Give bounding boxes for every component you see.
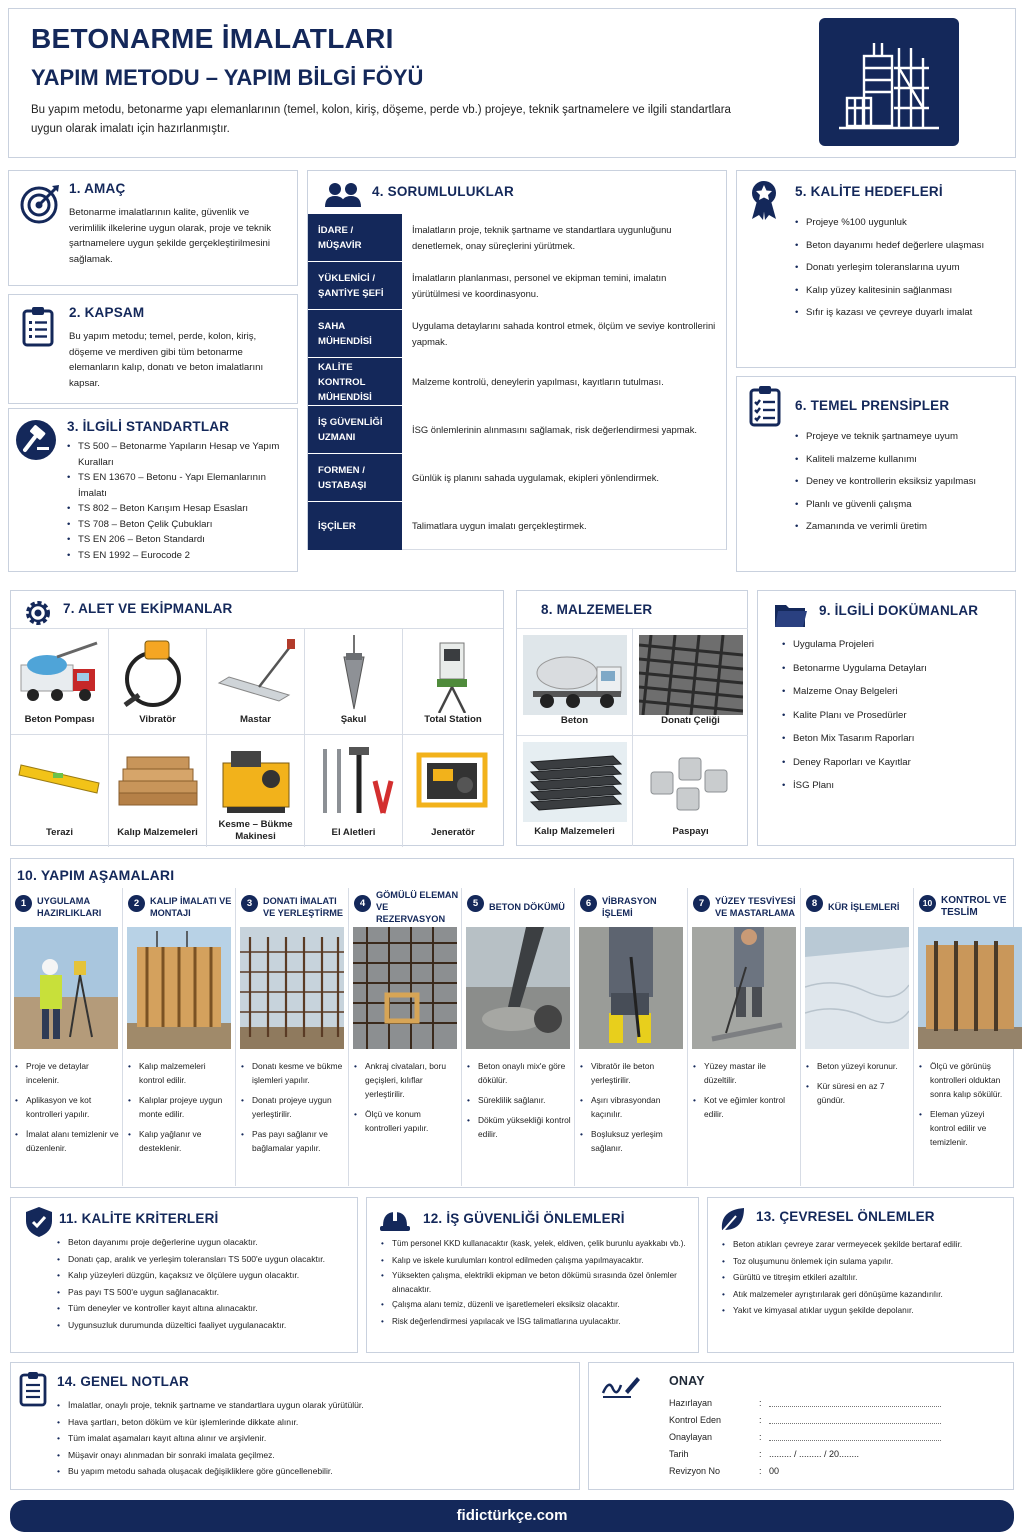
equipment-label: Şakul xyxy=(340,714,367,725)
stage-item: • Aplikasyon ve kot kontrolleri yapılır. xyxy=(15,1093,119,1121)
list-item: • Malzeme Onay Belgeleri xyxy=(782,684,1010,700)
standartlar-title: 3. İLGİLİ STANDARTLAR xyxy=(67,419,230,434)
stage-column xyxy=(914,888,1014,1186)
list-item: • Planlı ve güvenli çalışma xyxy=(795,497,1010,513)
onay-label: Tarih xyxy=(669,1449,689,1459)
table-row xyxy=(308,213,726,261)
stage-title: DONATI İMALATI VE YERLEŞTİRME xyxy=(263,896,343,918)
stage-title: YÜZEY TESVİYESİ VE MASTARLAMA xyxy=(715,896,796,918)
leaf-icon xyxy=(718,1206,746,1234)
material-label: Donatı Çeliği xyxy=(661,715,720,726)
equipment-grid xyxy=(11,628,503,846)
standart-item: • TS EN 206 – Beton Standardı xyxy=(67,532,292,548)
role-cell: İDARE / MÜŞAVİR xyxy=(308,214,402,262)
list-item: • Projeye ve teknik şartnameye uyum xyxy=(795,429,1010,445)
equipment-item xyxy=(305,735,403,847)
stage-list xyxy=(241,1059,345,1161)
stage-list xyxy=(806,1059,910,1113)
ekipmanlar-title: 7. ALET VE EKİPMANLAR xyxy=(63,601,233,616)
stage-item: • Aşırı vibrasyondan kaçınılır. xyxy=(580,1093,684,1121)
concrete-pouring-photo-icon xyxy=(466,927,570,1049)
signature-pen-icon xyxy=(601,1373,641,1399)
stage-item: • Beton onaylı mix'e göre dökülür. xyxy=(467,1059,571,1087)
stage-item: • Vibratör ile beton yerleştirilir. xyxy=(580,1059,684,1087)
cutting-bending-machine-icon xyxy=(213,741,299,819)
dokumanlar-title: 9. İLGİLİ DOKÜMANLAR xyxy=(819,603,979,618)
signature-line[interactable] xyxy=(769,1406,941,1407)
stage-title: KÜR İŞLEMLERİ xyxy=(828,902,900,912)
table-row xyxy=(308,309,726,357)
stage-column xyxy=(462,888,575,1186)
list-item: • Atık malzemeler ayrıştırılarak geri dönüşüme kazandırılır. xyxy=(722,1286,1010,1303)
role-cell: SAHA MÜHENDİSİ xyxy=(308,310,402,358)
equipment-label: Jeneratör xyxy=(431,827,475,838)
equipment-item xyxy=(403,735,503,847)
list-item: • Kaliteli malzeme kullanımı xyxy=(795,452,1010,468)
hard-hat-icon xyxy=(379,1208,411,1234)
role-desc: İmalatların planlanması, personel ve ekipman temini, imalatın yürütülmesi ve koordinasyonu. xyxy=(402,262,726,310)
stage-column xyxy=(688,888,801,1186)
role-desc: Talimatlara uygun imalatı gerçekleştirmek. xyxy=(402,502,726,550)
concrete-mixer-truck-icon xyxy=(523,635,627,715)
stage-list xyxy=(128,1059,232,1161)
equipment-label: Terazi xyxy=(45,827,73,838)
role-desc: Malzeme kontrolü, deneylerin yapılması, kayıtların tutulması. xyxy=(402,358,726,406)
onay-label: Hazırlayan xyxy=(669,1398,713,1408)
stage-title: KONTROL VE TESLİM xyxy=(941,895,1007,918)
stage-item: • Eleman yüzeyi kontrol edilir ve temizlenir. xyxy=(919,1107,1011,1149)
target-icon xyxy=(19,183,61,225)
stage-column xyxy=(123,888,236,1186)
table-row xyxy=(308,357,726,405)
stage-title: KALIP İMALATI VE MONTAJI xyxy=(150,896,232,918)
onay-row: Onaylayan : xyxy=(669,1429,941,1446)
stage-number: 6 xyxy=(580,895,597,912)
stage-number: 2 xyxy=(128,895,145,912)
list-item: • Çalışma alanı temiz, düzenli ve işaretlemeleri eksiksiz olacaktır. xyxy=(381,1297,693,1314)
list-item: • Zamanında ve verimli üretim xyxy=(795,519,1010,535)
stage-item: • Pas payı sağlanır ve bağlamalar yapılır. xyxy=(241,1127,345,1155)
stage-item: • Donatı kesme ve bükme işlemleri yapılır. xyxy=(241,1059,345,1087)
list-item: • Betonarme Uygulama Detayları xyxy=(782,661,1010,677)
temel-prensipler-list xyxy=(795,429,1010,542)
stage-item: • Boşluksuz yerleşim sağlanır. xyxy=(580,1127,684,1155)
header xyxy=(8,8,1016,158)
kalite-hedefleri-list xyxy=(795,215,1000,328)
equipment-item xyxy=(403,629,503,735)
stage-column xyxy=(575,888,688,1186)
standartlar-section xyxy=(8,408,298,572)
list-item: • İmalatlar, onaylı proje, teknik şartname ve standartlara uygun olarak yürütülür. xyxy=(57,1397,575,1414)
stage-item: • Süreklilik sağlanır. xyxy=(467,1093,571,1107)
equipment-label: Vibratör xyxy=(139,714,176,725)
award-ribbon-icon xyxy=(749,179,779,221)
notes-clipboard-icon xyxy=(19,1371,47,1407)
list-item: • Beton dayanımı proje değerlerine uygun olacaktır. xyxy=(57,1234,353,1251)
ekipmanlar-section xyxy=(10,590,504,846)
stage-column xyxy=(349,888,462,1186)
list-item: • Hava şartları, beton döküm ve kür işlemlerinde dikkate alınır. xyxy=(57,1414,575,1431)
onay-row: Hazırlayan : xyxy=(669,1395,941,1412)
equipment-item xyxy=(305,629,403,735)
material-item xyxy=(633,736,748,846)
screeding-photo-icon xyxy=(692,927,796,1049)
list-item: • Beton Mix Tasarım Raporları xyxy=(782,731,1010,747)
stage-item: • Kalıplar projeye uygun monte edilir. xyxy=(128,1093,232,1121)
role-desc: Günlük iş planını sahada uygulamak, ekipleri yönlendirmek. xyxy=(402,454,726,502)
equipment-item xyxy=(109,735,207,847)
role-cell: YÜKLENİCİ / ŞANTİYE ŞEFİ xyxy=(308,262,402,310)
checklist-icon xyxy=(749,385,781,427)
material-item xyxy=(633,628,748,736)
list-item: • Yakıt ve kimyasal atıklar uygun şekilde depolanır. xyxy=(722,1302,1010,1319)
is-guvenligi-title: 12. İŞ GÜVENLİĞİ ÖNLEMLERİ xyxy=(423,1211,625,1226)
list-item: • Tüm personel KKD kullanacaktır (kask, yelek, eldiven, çelik burunlu ayakkabı vb.). xyxy=(381,1236,693,1253)
equipment-label: Beton Pompası xyxy=(24,714,95,725)
list-item: • Donatı çap, aralık ve yerleşim toleransları TS 500'e uygun olacaktır. xyxy=(57,1251,353,1268)
stage-item: • Ölçü ve konum kontrolleri yapılır. xyxy=(354,1107,458,1135)
gear-icon xyxy=(23,598,53,628)
cevresel-title: 13. ÇEVRESEL ÖNLEMLER xyxy=(756,1209,935,1224)
hand-tools-icon xyxy=(311,741,397,819)
role-cell: İŞÇİLER xyxy=(308,502,402,550)
equipment-label: Total Station xyxy=(424,714,482,725)
footer-site-link[interactable]: fidictürkçe.com xyxy=(456,1507,568,1524)
stage-title: BETON DÖKÜMÜ xyxy=(489,902,565,912)
list-item: • Kalıp yüzeyleri düzgün, kaçaksız ve ölçülere uygun olacaktır. xyxy=(57,1267,353,1284)
equipment-item xyxy=(109,629,207,735)
equipment-label: Mastar xyxy=(240,714,271,725)
standart-item: • TS EN 13670 – Betonu - Yapı Elemanlarının İmalatı xyxy=(67,470,292,501)
shield-check-icon xyxy=(25,1206,53,1238)
role-desc: İmalatların proje, teknik şartname ve standartlara uygunluğunu denetlemek, onay süreçlerini yürütmek. xyxy=(402,214,726,262)
spirit-level-icon xyxy=(17,741,103,819)
sorumluluklar-title: 4. SORUMLULUKLAR xyxy=(372,184,514,199)
table-row xyxy=(308,405,726,453)
onay-section xyxy=(588,1362,1014,1490)
standart-item: • TS 708 – Beton Çelik Çubukları xyxy=(67,517,292,533)
genel-notlar-section xyxy=(10,1362,580,1490)
list-item: • Beton dayanımı hedef değerlere ulaşması xyxy=(795,238,1000,254)
list-item: • Gürültü ve titreşim etkileri azaltılır. xyxy=(722,1269,1010,1286)
equipment-label: El Aletleri xyxy=(331,827,376,838)
amac-title: 1. AMAÇ xyxy=(69,181,126,196)
stage-number: 4 xyxy=(354,895,371,912)
list-item: • Sıfır iş kazası ve çevreye duyarlı imalat xyxy=(795,305,1000,321)
kapsam-text: Bu yapım metodu; temel, perde, kolon, kiriş, döşeme ve merdiven gibi tüm betonarme elemanların kalıp, donatı ve beton imalatlarını kapsar. xyxy=(69,331,264,389)
stage-column xyxy=(236,888,349,1186)
stage-item: • Donatı projeye uygun yerleştirilir. xyxy=(241,1093,345,1121)
stage-item: • Ölçü ve görünüş kontrolleri olduktan sonra kalıp sökülür. xyxy=(919,1059,1011,1101)
kapsam-section xyxy=(8,294,298,404)
equipment-item xyxy=(11,629,109,735)
signature-line[interactable] xyxy=(769,1440,941,1441)
stage-item: • Kalıp yağlanır ve desteklenir. xyxy=(128,1127,232,1155)
page-subtitle: YAPIM METODU – YAPIM BİLGİ FÖYÜ xyxy=(31,65,424,90)
equipment-item xyxy=(207,735,305,847)
stage-list xyxy=(580,1059,684,1161)
asamalar-title: 10. YAPIM AŞAMALARI xyxy=(17,867,175,883)
plumb-bob-icon xyxy=(311,635,397,713)
footer-bar xyxy=(10,1500,1014,1532)
stage-list xyxy=(15,1059,119,1161)
stage-title: VİBRASYON İŞLEMİ xyxy=(602,896,657,918)
list-item: • Kalıp yüzey kalitesinin sağlanması xyxy=(795,283,1000,299)
kalite-kriterleri-list xyxy=(57,1234,353,1333)
onay-row: Revizyon No : 00 xyxy=(669,1463,941,1480)
onay-label: Onaylayan xyxy=(669,1432,713,1442)
onay-label: Revizyon No xyxy=(669,1466,721,1476)
list-item: • Deney Raporları ve Kayıtlar xyxy=(782,755,1010,771)
list-item: • Pas payı TS 500'e uygun sağlanacaktır. xyxy=(57,1284,353,1301)
material-label: Kalıp Malzemeleri xyxy=(534,826,615,837)
equipment-label: Kesme – Bükme Makinesi xyxy=(218,819,293,842)
list-item: • Tüm deneyler ve kontroller kayıt altına alınacaktır. xyxy=(57,1300,353,1317)
amac-section xyxy=(8,170,298,286)
role-cell: İŞ GÜVENLİĞİ UZMANI xyxy=(308,406,402,454)
role-cell: KALİTE KONTROL MÜHENDİSİ xyxy=(308,358,402,406)
signature-line[interactable] xyxy=(769,1423,941,1424)
date-field[interactable]: ......... / ......... / 20........ xyxy=(769,1449,860,1459)
spacer-blocks-icon xyxy=(639,742,743,822)
material-item xyxy=(517,736,633,846)
vibrator-icon xyxy=(115,635,201,713)
list-item: • Donatı yerleşim toleranslarına uyum xyxy=(795,260,1000,276)
genel-notlar-title: 14. GENEL NOTLAR xyxy=(57,1374,189,1389)
rebar-mesh-icon xyxy=(639,635,743,715)
equipment-item xyxy=(11,735,109,847)
dokumanlar-section xyxy=(757,590,1016,846)
equipment-item xyxy=(207,629,305,735)
stage-title: GÖMÜLÜ ELEMAN VE REZERVASYON xyxy=(376,890,459,924)
gavel-icon xyxy=(15,419,57,461)
list-item: • Kalite Planı ve Prosedürler xyxy=(782,708,1010,724)
kalite-hedefleri-title: 5. KALİTE HEDEFLERİ xyxy=(795,184,943,199)
finished-formwork-photo-icon xyxy=(918,927,1022,1049)
screed-bar-icon xyxy=(213,635,299,713)
malzemeler-title: 8. MALZEMELER xyxy=(541,602,653,617)
onay-row: Tarih : ......... / ......... / 20........ xyxy=(669,1446,941,1463)
list-item: • Uygunsuzluk durumunda düzeltici faaliyet uygulanacaktır. xyxy=(57,1317,353,1334)
list-item: • Deney ve kontrollerin eksiksiz yapılması xyxy=(795,474,1010,490)
table-row xyxy=(308,261,726,309)
generator-icon xyxy=(409,741,495,819)
stage-list xyxy=(919,1059,1011,1155)
temel-prensipler-title: 6. TEMEL PRENSİPLER xyxy=(795,398,950,413)
cevresel-section xyxy=(707,1197,1014,1353)
genel-notlar-list xyxy=(57,1397,575,1480)
stage-title: UYGULAMA HAZIRLIKLARI xyxy=(37,896,102,918)
surveyor-photo-icon xyxy=(14,927,118,1049)
dokumanlar-list xyxy=(782,637,1010,802)
responsibility-table xyxy=(308,213,726,549)
vibration-photo-icon xyxy=(579,927,683,1049)
stage-number: 8 xyxy=(806,895,823,912)
timber-stack-icon xyxy=(115,741,201,819)
standart-item: • TS 500 – Betonarme Yapıların Hesap ve Yapım Kuralları xyxy=(67,439,292,470)
total-station-icon xyxy=(409,635,495,713)
kalite-hedefleri-section xyxy=(736,170,1016,368)
list-item: • Uygulama Projeleri xyxy=(782,637,1010,653)
table-row xyxy=(308,453,726,501)
building-logo-icon xyxy=(819,18,959,146)
is-guvenligi-section xyxy=(366,1197,699,1353)
list-item: • Beton atıkları çevreye zarar vermeyecek şekilde bertaraf edilir. xyxy=(722,1236,1010,1253)
rebar-cage-photo-icon xyxy=(240,927,344,1049)
stage-number: 5 xyxy=(467,895,484,912)
stage-list xyxy=(693,1059,797,1127)
onay-table xyxy=(669,1395,941,1485)
stage-number: 1 xyxy=(15,895,32,912)
folder-icon xyxy=(774,601,808,629)
malzemeler-section xyxy=(516,590,748,846)
stage-item: • Kot ve eğimler kontrol edilir. xyxy=(693,1093,797,1121)
standart-item: • TS 802 – Beton Karışım Hesap Esasları xyxy=(67,501,292,517)
is-guvenligi-list xyxy=(381,1236,693,1330)
list-item: • Toz oluşumunu önlemek için sulama yapılır. xyxy=(722,1253,1010,1270)
material-label: Paspayı xyxy=(672,826,709,837)
stage-item: • Beton yüzeyi korunur. xyxy=(806,1059,910,1073)
onay-label: Kontrol Eden xyxy=(669,1415,722,1425)
stage-item: • Kalıp malzemeleri kontrol edilir. xyxy=(128,1059,232,1087)
cevresel-list xyxy=(722,1236,1010,1319)
people-icon xyxy=(324,181,362,209)
stage-item: • Döküm yüksekliği kontrol edilir. xyxy=(467,1113,571,1141)
stage-list xyxy=(467,1059,571,1147)
list-item: • Müşavir onayı alınmadan bir sonraki imalata geçilmez. xyxy=(57,1447,575,1464)
stage-number: 10 xyxy=(919,895,936,912)
table-row xyxy=(308,501,726,549)
page-title: BETONARME İMALATLARI xyxy=(31,23,394,54)
list-item: • Tüm imalat aşamaları kayıt altına alınır ve arşivlenir. xyxy=(57,1430,575,1447)
stage-item: • Kür süresi en az 7 gündür. xyxy=(806,1079,910,1107)
stage-list xyxy=(354,1059,458,1141)
curing-photo-icon xyxy=(805,927,909,1049)
embedded-items-photo-icon xyxy=(353,927,457,1049)
kalite-kriterleri-section xyxy=(10,1197,358,1353)
revision-field: 00 xyxy=(769,1466,780,1476)
stage-number: 3 xyxy=(241,895,258,912)
stage-item: • Proje ve detaylar incelenir. xyxy=(15,1059,119,1087)
stage-number: 7 xyxy=(693,895,710,912)
list-item: • Risk değerlendirmesi yapılacak ve İSG talimatlarına uyulacaktır. xyxy=(381,1314,693,1331)
equipment-label: Kalıp Malzemeleri xyxy=(117,827,198,838)
stage-column xyxy=(10,888,123,1186)
amac-text: Betonarme imalatlarının kalite, güvenlik ve verimlilik ilkelerine uygun olarak, proje ve teknik şartnamelere uygun şekilde gerçekleştirilmesini sağlamak. xyxy=(69,207,272,265)
sorumluluklar-section xyxy=(307,170,727,550)
stage-column xyxy=(801,888,914,1186)
standart-item: • TS EN 1992 – Eurocode 2 xyxy=(67,548,292,564)
role-desc: Uygulama detaylarını sahada kontrol etmek, ölçüm ve seviye kontrollerini yapmak. xyxy=(402,310,726,358)
list-item: • Projeye %100 uygunluk xyxy=(795,215,1000,231)
stage-item: • İmalat alanı temizlenir ve düzenlenir. xyxy=(15,1127,119,1155)
role-desc: İSG önlemlerinin alınmasını sağlamak, risk değerlendirmesi yapmak. xyxy=(402,406,726,454)
list-item: • Yüksekten çalışma, elektrikli ekipman ve beton dökümü sırasında özel önlemler alınacaktır. xyxy=(381,1269,693,1297)
onay-title: ONAY xyxy=(669,1374,705,1388)
list-item: • Bu yapım metodu sahada oluşacak değişikliklere göre güncellenebilir. xyxy=(57,1463,575,1480)
concrete-pump-truck-icon xyxy=(17,635,103,713)
formwork-photo-icon xyxy=(127,927,231,1049)
list-item: • İSG Planı xyxy=(782,778,1010,794)
intro-text: Bu yapım metodu, betonarme yapı elemanlarının (temel, kolon, kiriş, döşeme, perde vb.) projeye, teknik şartnamelere ve ilgili standartlara uygun olarak imalatı için hazırlanmıştır. xyxy=(31,104,731,135)
formwork-panels-icon xyxy=(523,742,627,822)
material-item xyxy=(517,628,633,736)
material-label: Beton xyxy=(560,715,589,726)
kapsam-title: 2. KAPSAM xyxy=(69,305,145,320)
clipboard-icon xyxy=(21,305,55,347)
temel-prensipler-section xyxy=(736,376,1016,572)
standartlar-list xyxy=(67,439,292,563)
onay-row: Kontrol Eden : xyxy=(669,1412,941,1429)
list-item: • Kalıp ve iskele kurulumları kontrol edilmeden çalışma yapılmayacaktır. xyxy=(381,1253,693,1270)
kalite-kriterleri-title: 11. KALİTE KRİTERLERİ xyxy=(59,1211,219,1226)
stage-item: • Ankraj civataları, boru geçişleri, kılıflar yerleştirilir. xyxy=(354,1059,458,1101)
stage-item: • Yüzey mastar ile düzeltilir. xyxy=(693,1059,797,1087)
role-cell: FORMEN / USTABAŞI xyxy=(308,454,402,502)
